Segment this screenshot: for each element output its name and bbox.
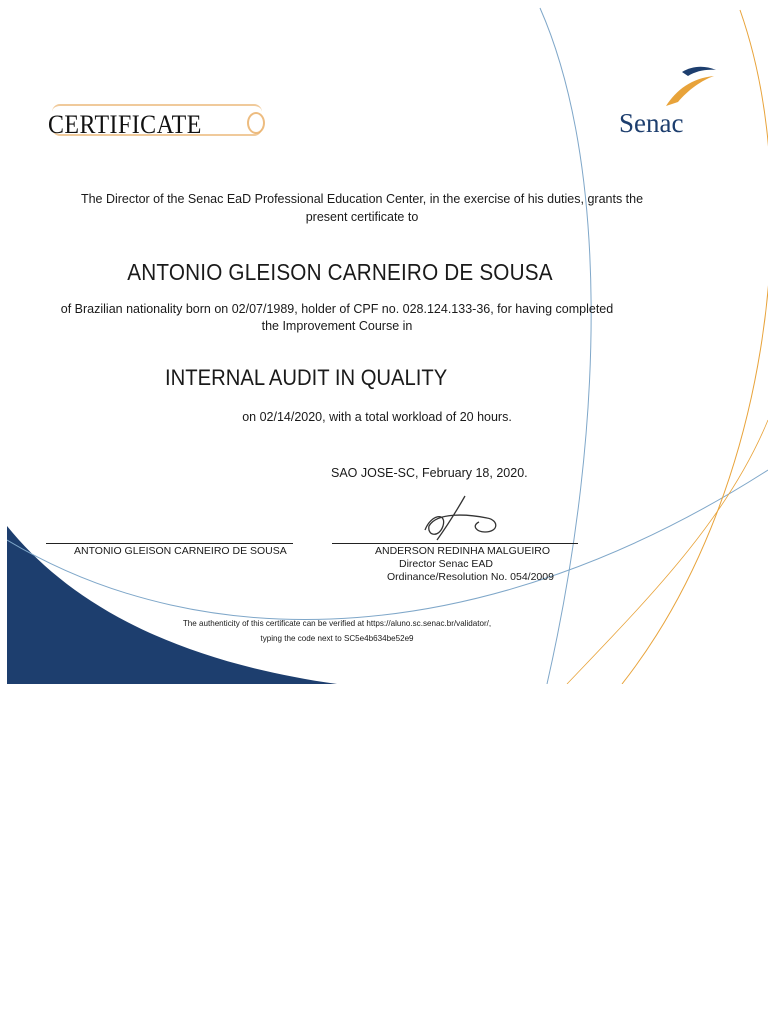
director-signature: [407, 492, 507, 544]
watermark-glyph: [247, 112, 265, 134]
right-signatory-name: ANDERSON REDINHA MALGUEIRO: [375, 545, 551, 557]
orange-arc-lower: [567, 420, 768, 684]
left-signatory-name: ANTONIO GLEISON CARNEIRO DE SOUSA: [74, 545, 287, 557]
right-signatory-reference: Ordinance/Resolution No. 054/2009: [387, 571, 554, 583]
senac-logo-icon: [662, 62, 718, 108]
verification-notice: [166, 616, 508, 646]
recipient-details: of Brazilian nationality born on 02/07/1989, holder of CPF no. 028.124.133-36, for having completed the Improvement Course in: [60, 302, 614, 333]
verification-line-2: typing the code next to SC5e4b634be52e9: [260, 633, 414, 643]
recipient-name: ANTONIO GLEISON CARNEIRO DE SOUSA: [127, 259, 553, 285]
right-signatory-role: Director Senac EAD: [399, 558, 493, 570]
course-name: INTERNAL AUDIT IN QUALITY: [165, 365, 448, 390]
senac-logo-text: Senac: [619, 108, 684, 138]
place-and-date: SAO JOSE-SC, February 18, 2020.: [331, 466, 528, 480]
right-signature-line: [332, 543, 578, 544]
completion-text: on 02/14/2020, with a total workload of 20 hours.: [242, 410, 512, 424]
left-signature-line: [46, 543, 293, 544]
intro-text: The Director of the Senac EaD Professional Education Center, in the exercise of his duties, grants the present certificate to: [80, 192, 644, 224]
verification-line-1: The authenticity of this certificate can be verified at https://aluno.sc.senac.br/validator/,: [182, 618, 492, 628]
certificate-title: CERTIFICATE: [48, 110, 202, 139]
certificate: [7, 0, 768, 684]
